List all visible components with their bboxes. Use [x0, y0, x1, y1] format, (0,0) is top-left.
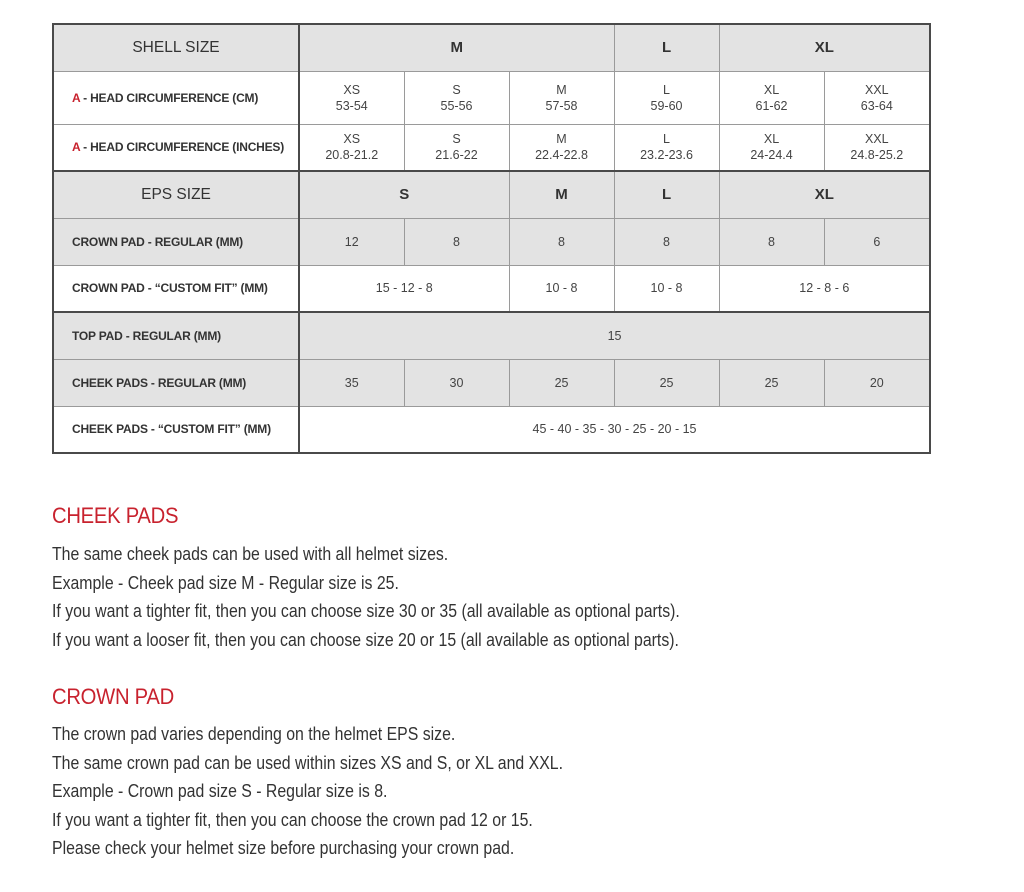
cheek-regular-value: 25 [509, 359, 614, 406]
cell-size: XXL [864, 82, 889, 97]
top-regular-label: TOP PAD - REGULAR (MM) [53, 312, 299, 359]
eps-size-label: EPS SIZE [53, 171, 299, 218]
head-in-text: - HEAD CIRCUMFERENCE (INCHES) [80, 140, 285, 155]
head-in-cell [299, 124, 404, 171]
head-in-row [53, 124, 930, 171]
cheek-pads-line: If you want a looser fit, then you can choose size 20 or 15 (all available as optional parts). [52, 629, 679, 650]
cheek-pads-line: If you want a tighter fit, then you can choose size 30 or 35 (all available as optional parts). [52, 601, 680, 621]
head-cm-row [53, 71, 930, 124]
cell-size: XL [763, 82, 780, 97]
shell-size-l: L [614, 24, 719, 71]
crown-custom-row [53, 265, 930, 312]
cheek-pads-line: The same cheek pads can be used with all helmet sizes. [52, 544, 449, 564]
cell-size: XXL [864, 132, 889, 147]
cheek-custom-label: CHEEK PADS - “CUSTOM FIT” (MM) [53, 406, 299, 453]
cell-range: 55-56 [440, 98, 473, 113]
head-in-cell [404, 124, 509, 171]
head-in-cell [719, 124, 824, 171]
crown-regular-row [53, 218, 930, 265]
crown-custom-m: 10 - 8 [509, 265, 614, 312]
eps-size-s: S [299, 171, 509, 218]
cell-size: L [663, 132, 670, 147]
crown-pad-line: The crown pad varies depending on the helmet EPS size. [52, 724, 456, 744]
head-cm-text: - HEAD CIRCUMFERENCE (CM) [80, 90, 259, 105]
cell-range: 24.8-25.2 [850, 148, 904, 163]
cell-size: XL [763, 132, 780, 147]
cheek-custom-row [53, 406, 930, 453]
cell-size: S [452, 82, 461, 97]
crown-pad-text [52, 720, 563, 863]
eps-size-xl: XL [719, 171, 930, 218]
crown-pad-line: The same crown pad can be used within sizes XS and S, or XL and XXL. [52, 752, 563, 773]
cheek-custom-value: 45 - 40 - 35 - 30 - 25 - 20 - 15 [299, 406, 930, 453]
crown-regular-value: 8 [404, 218, 509, 265]
cheek-regular-value: 30 [404, 359, 509, 406]
helmet-size-table [52, 23, 931, 454]
crown-regular-value: 6 [824, 218, 930, 265]
head-in-label [53, 124, 299, 171]
head-in-prefix: A [72, 140, 81, 155]
crown-pad-line: If you want a tighter fit, then you can choose the crown pad 12 or 15. [52, 809, 533, 830]
cell-range: 59-60 [650, 98, 683, 113]
crown-regular-value: 12 [299, 218, 404, 265]
cell-size: S [452, 132, 461, 147]
eps-size-m: M [509, 171, 614, 218]
eps-size-row [53, 171, 930, 218]
shell-size-row [53, 24, 930, 71]
cell-size: M [556, 82, 567, 97]
shell-size-xl: XL [719, 24, 930, 71]
crown-regular-value: 8 [614, 218, 719, 265]
crown-custom-s: 15 - 12 - 8 [299, 265, 509, 312]
head-cm-cell [299, 71, 404, 124]
head-in-cell [509, 124, 614, 171]
crown-custom-l: 10 - 8 [614, 265, 719, 312]
top-regular-row [53, 312, 930, 359]
head-cm-label [53, 71, 299, 124]
shell-size-label: SHELL SIZE [53, 24, 299, 71]
cheek-regular-value: 20 [824, 359, 930, 406]
cell-range: 57-58 [545, 98, 578, 113]
cheek-pads-line: Example - Cheek pad size M - Regular size is 25. [52, 572, 399, 593]
cheek-regular-row [53, 359, 930, 406]
cheek-regular-label: CHEEK PADS - REGULAR (MM) [53, 359, 299, 406]
cheek-regular-value: 25 [614, 359, 719, 406]
cell-range: 53-54 [335, 98, 368, 113]
cell-range: 21.6-22 [435, 148, 478, 163]
crown-custom-label: CROWN PAD - “CUSTOM FIT” (MM) [53, 265, 299, 312]
cell-size: XS [343, 82, 361, 97]
cheek-pads-text [52, 540, 680, 654]
cheek-pads-heading: CHEEK PADS [52, 503, 179, 528]
head-cm-cell [509, 71, 614, 124]
top-regular-value: 15 [299, 312, 930, 359]
cell-range: 61-62 [755, 98, 788, 113]
crown-pad-heading: CROWN PAD [52, 684, 174, 709]
cell-size: M [556, 132, 567, 147]
cheek-regular-value: 35 [299, 359, 404, 406]
cell-range: 22.4-22.8 [535, 148, 588, 163]
head-cm-prefix: A [72, 90, 81, 105]
head-cm-cell [404, 71, 509, 124]
head-cm-cell [824, 71, 930, 124]
crown-regular-label: CROWN PAD - REGULAR (MM) [53, 218, 299, 265]
head-cm-cell [614, 71, 719, 124]
head-in-cell [824, 124, 930, 171]
cell-size: XS [343, 132, 361, 147]
cell-range: 23.2-23.6 [640, 148, 693, 163]
crown-pad-line: Please check your helmet size before purchasing your crown pad. [52, 838, 515, 858]
shell-size-m: M [299, 24, 614, 71]
cell-range: 63-64 [860, 98, 893, 113]
cell-range: 24-24.4 [750, 148, 793, 163]
crown-regular-value: 8 [509, 218, 614, 265]
cheek-regular-value: 25 [719, 359, 824, 406]
eps-size-l: L [614, 171, 719, 218]
cell-size: L [663, 82, 670, 97]
head-in-cell [614, 124, 719, 171]
crown-regular-value: 8 [719, 218, 824, 265]
head-cm-cell [719, 71, 824, 124]
crown-pad-line: Example - Crown pad size S - Regular size is 8. [52, 781, 388, 801]
crown-custom-xl: 12 - 8 - 6 [719, 265, 930, 312]
cell-range: 20.8-21.2 [325, 148, 379, 163]
